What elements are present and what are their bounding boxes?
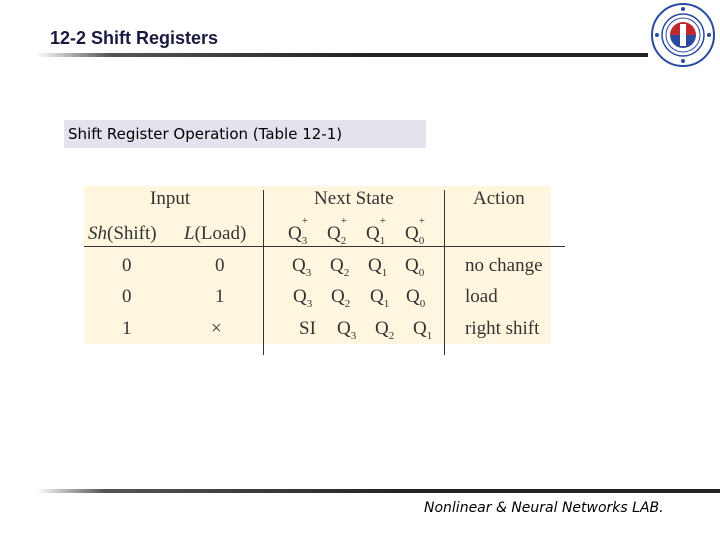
subheader-q2-next	[327, 215, 347, 247]
subheader-q3-next	[288, 215, 308, 247]
row-1-q2-sub: 2	[343, 266, 350, 279]
q2-next-sup: +	[340, 215, 347, 227]
row-3-load: ×	[211, 318, 222, 339]
row-3-q2-letter: Q	[375, 318, 389, 339]
subheader-load-label: (Load)	[194, 223, 247, 244]
row-1-shift: 0	[122, 255, 132, 276]
footer-rule	[36, 489, 720, 493]
row-3-q3	[337, 318, 356, 342]
row-2-q0	[406, 286, 425, 310]
row-2-load: 1	[215, 286, 225, 307]
q0-next-sup: +	[418, 215, 425, 227]
q3-next-letter: Q	[288, 223, 302, 244]
table-divider-next-state	[444, 190, 445, 355]
row-1-load: 0	[215, 255, 225, 276]
row-2-q0-sub: 0	[419, 297, 426, 310]
row-2-q1-letter: Q	[370, 286, 384, 307]
row-1-q2-letter: Q	[330, 255, 344, 276]
slide-title: 12-2 Shift Registers	[50, 28, 219, 48]
row-2-action: load	[465, 286, 498, 307]
row-3-si	[299, 318, 316, 342]
subheader-shift-label: (Shift)	[107, 223, 157, 244]
row-1-q0-letter: Q	[405, 255, 419, 276]
header-action: Action	[473, 188, 525, 209]
row-2-q2-letter: Q	[331, 286, 345, 307]
row-1-q1-sub: 1	[381, 266, 388, 279]
title-rule	[36, 53, 648, 57]
row-3-si-letter: SI	[299, 318, 316, 339]
table-caption: Shift Register Operation (Table 12-1)	[64, 120, 426, 148]
row-2-q3-letter: Q	[293, 286, 307, 307]
subheader-q0-next	[405, 215, 425, 247]
header-input: Input	[150, 188, 191, 209]
row-3-q1-sub: 1	[426, 329, 433, 342]
subheader-shift	[88, 223, 157, 245]
row-1-q1	[368, 255, 387, 279]
row-2-q2	[331, 286, 350, 310]
q3-next-sub: 3	[301, 234, 308, 247]
row-1-action: no change	[465, 255, 543, 276]
row-1-q1-letter: Q	[368, 255, 382, 276]
header-next-state: Next State	[314, 188, 394, 209]
row-2-q1	[370, 286, 389, 310]
subheader-load	[184, 223, 246, 245]
q1-next-letter: Q	[366, 223, 380, 244]
row-1-q3-sub: 3	[305, 266, 312, 279]
subheader-shift-symbol: Sh	[88, 223, 107, 244]
university-seal-icon	[650, 2, 716, 68]
row-1-q3	[292, 255, 311, 279]
row-2-q0-letter: Q	[406, 286, 420, 307]
row-2-q1-sub: 1	[383, 297, 390, 310]
row-2-shift: 0	[122, 286, 132, 307]
q2-next-letter: Q	[327, 223, 341, 244]
row-2-q3	[293, 286, 312, 310]
q3-next-sup: +	[301, 215, 308, 227]
q2-next-sub: 2	[340, 234, 347, 247]
row-3-action: right shift	[465, 318, 540, 339]
row-1-q2	[330, 255, 349, 279]
q1-next-sup: +	[379, 215, 386, 227]
subheader-q1-next	[366, 215, 386, 247]
subheader-load-symbol: L	[184, 223, 195, 244]
q0-next-sub: 0	[418, 234, 425, 247]
row-3-q1-letter: Q	[413, 318, 427, 339]
table-header-rule	[84, 246, 565, 247]
row-2-q3-sub: 3	[306, 297, 313, 310]
row-3-q3-sub: 3	[350, 329, 357, 342]
footer-lab-name: Nonlinear & Neural Networks LAB.	[424, 500, 664, 516]
table-divider-input	[263, 190, 264, 355]
row-1-q0-sub: 0	[418, 266, 425, 279]
row-3-shift: 1	[122, 318, 132, 339]
q0-next-letter: Q	[405, 223, 419, 244]
row-3-q3-letter: Q	[337, 318, 351, 339]
q1-next-sub: 1	[379, 234, 386, 247]
row-3-q2	[375, 318, 394, 342]
row-3-q2-sub: 2	[388, 329, 395, 342]
row-1-q3-letter: Q	[292, 255, 306, 276]
row-2-q2-sub: 2	[344, 297, 351, 310]
row-1-q0	[405, 255, 424, 279]
row-3-q1	[413, 318, 432, 342]
